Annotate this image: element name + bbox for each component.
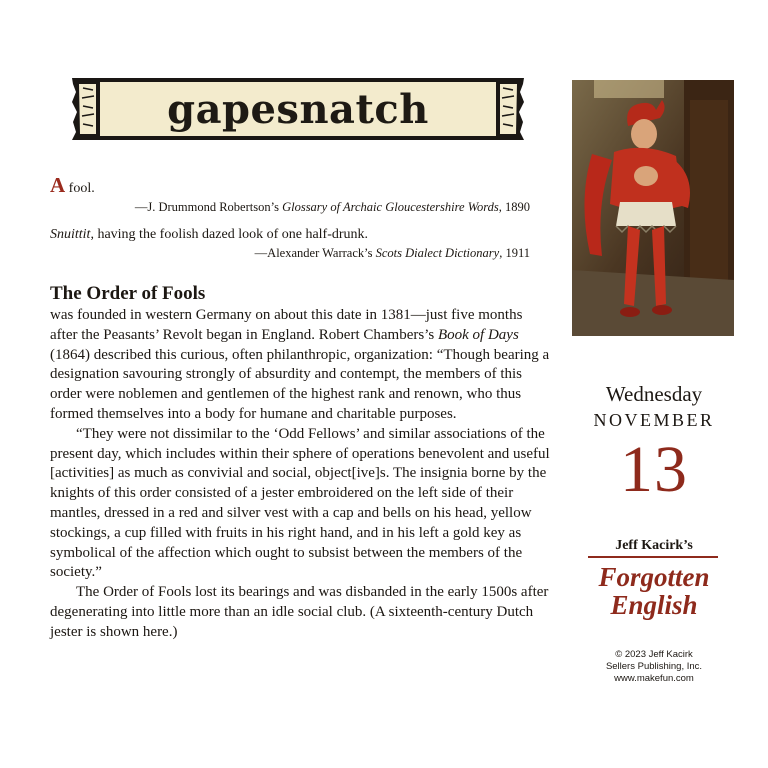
article-paragraph bbox=[50, 306, 550, 425]
article-text: (1864) described this curious, often philanthropic, organization: “Though bearing a designation savouring strongly of absurdity and contempt, the members of this order were noblemen and gentlemen of the highest rank and renown, who thus formed themselves into a body for humane and charitable purposes. bbox=[50, 346, 550, 422]
credits bbox=[560, 649, 748, 685]
brand-line-2: English bbox=[610, 590, 698, 620]
weekday: Wednesday bbox=[605, 382, 703, 406]
source-title: Glossary of Archaic Gloucestershire Words bbox=[282, 200, 499, 214]
publisher: Sellers Publishing, Inc. bbox=[605, 661, 703, 672]
article-text: was founded in western Germany on about this date in 1381—just five months after the Peasants’ Revolt began in England. Robert Chambers’s bbox=[50, 307, 523, 343]
jester-painting-graphic bbox=[572, 80, 734, 336]
brand-divider bbox=[588, 556, 718, 558]
article-title: The Order of Fools bbox=[50, 283, 206, 304]
source-year: , 1890 bbox=[498, 200, 530, 214]
book-title: Book of Days bbox=[437, 326, 519, 343]
article-paragraph: “They were not dissimilar to the ‘Odd Fellows’ and similar associations of the present day, which includes within their sphere of operations benevolent and useful [activities] as much as convivial and social, object[ive]s. The insignia borne by the knights of this order consisted of a jester embroidered on the left side of their mantles, dressed in a red and silver vest with a cap and bells on his head, yellow stockings, a cup filled with fruits in his right hand, and in his left a gold key as symbolical of the affection which ought to subsist between the members of the society.” bbox=[50, 425, 550, 581]
source-author: —J. Drummond Robertson’s bbox=[134, 200, 283, 214]
article-body bbox=[50, 306, 550, 643]
brand-line-1: Forgotten bbox=[598, 562, 710, 592]
source-year: , 1911 bbox=[499, 246, 530, 260]
brand-author: Jeff Kacirk’s bbox=[615, 538, 693, 553]
source-title: Scots Dialect Dictionary bbox=[375, 246, 500, 260]
month: NOVEMBER bbox=[593, 410, 715, 430]
drop-cap: A bbox=[50, 173, 66, 197]
source-author: —Alexander Warrack’s bbox=[254, 246, 376, 260]
definition-term: Snuittit bbox=[50, 227, 91, 242]
headword: gapesnatch bbox=[167, 86, 429, 133]
definition-2 bbox=[50, 226, 530, 262]
title-banner bbox=[70, 74, 526, 144]
brand-logo bbox=[560, 563, 748, 619]
definition-text: , having the foolish dazed look of one half-drunk. bbox=[90, 227, 369, 242]
definition-source bbox=[50, 198, 530, 216]
definition-1 bbox=[50, 173, 530, 216]
website: www.makefun.com bbox=[614, 673, 694, 684]
definition-source bbox=[50, 244, 530, 262]
definition-text: fool. bbox=[65, 181, 95, 196]
article-paragraph: The Order of Fools lost its bearings and was disbanded in the early 1500s after degenerating into little more than an idle social club. (A sixteenth-century Dutch jester is shown here.) bbox=[50, 584, 549, 640]
jester-painting bbox=[572, 80, 734, 336]
day-number: 13 bbox=[620, 433, 688, 506]
copyright: © 2023 Jeff Kacirk bbox=[615, 649, 693, 660]
